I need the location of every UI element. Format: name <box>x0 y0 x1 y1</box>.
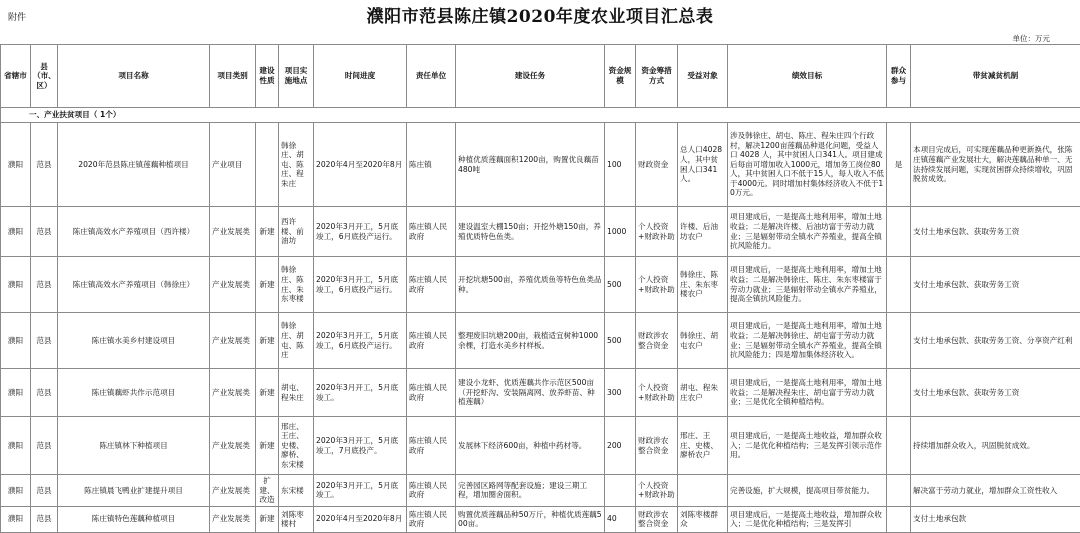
cell-location: 刘陈枣楼村 <box>279 506 314 532</box>
cell-name: 陈庄镇晨飞鸭业扩建提升项目 <box>58 475 210 507</box>
cell-beneficiary <box>678 475 728 507</box>
cell-county: 范县 <box>31 417 58 475</box>
cell-county: 范县 <box>31 506 58 532</box>
table-row <box>1 123 1080 207</box>
cell-category: 产业项目 <box>210 123 256 207</box>
cell-location: 韩徐庄、胡屯、陈庄、程朱庄 <box>279 123 314 207</box>
cell-funding: 财政涉农整合资金 <box>636 506 678 532</box>
cell-unit: 陈庄镇 <box>407 123 456 207</box>
cell-schedule: 2020年4月至2020年8月 <box>314 123 407 207</box>
cell-county: 范县 <box>31 369 58 417</box>
cell-schedule: 2020年3月开工，5月底竣工。 <box>314 369 407 417</box>
cell-participate <box>887 313 911 369</box>
cell-city: 濮阳 <box>1 207 31 257</box>
cell-funding: 个人投资+财政补助 <box>636 475 678 507</box>
cell-location: 胡屯、程朱庄 <box>279 369 314 417</box>
cell-participate <box>887 475 911 507</box>
cell-participate: 是 <box>887 123 911 207</box>
cell-participate <box>887 417 911 475</box>
cell-schedule: 2020年3月开工，5月底竣工，6月底投产运行。 <box>314 257 407 313</box>
cell-goal: 完善设施，扩大规模，提高项目带贫能力。 <box>728 475 887 507</box>
cell-fund: 300 <box>605 369 636 417</box>
column-header: 资金规模 <box>605 45 636 108</box>
cell-category: 产业发展类 <box>210 417 256 475</box>
cell-location: 邢庄、王庄、史楼、廖桥、东宋楼 <box>279 417 314 475</box>
cell-goal: 项目建成后，一是提高土地收益，增加群众收入；二是优化种植结构；三是发挥引领示范作用。 <box>728 417 887 475</box>
table-row <box>1 475 1080 507</box>
cell-name: 陈庄镇水美乡村建设项目 <box>58 313 210 369</box>
cell-mechanism: 持续增加群众收入，巩固脱贫成效。 <box>911 417 1080 475</box>
cell-name: 陈庄镇高效水产养殖项目（西许楼） <box>58 207 210 257</box>
cell-city: 濮阳 <box>1 313 31 369</box>
unit-label: 单位：万元 <box>1013 33 1051 44</box>
cell-task: 完善园区路网等配套设施；建设三期工程，增加圈舍面积。 <box>456 475 605 507</box>
cell-mechanism: 本项目完成后，可实现莲藕品种更新换代，张陈庄镇莲藕产业发展壮大，解决莲藕品种单一、无法持续发展问题，实现贫困群众持续增收，巩固脱贫成效。 <box>911 123 1080 207</box>
cell-category: 产业发展类 <box>210 369 256 417</box>
cell-location: 东宋楼 <box>279 475 314 507</box>
cell-participate <box>887 257 911 313</box>
column-header: 项目实施地点 <box>279 45 314 108</box>
cell-city: 濮阳 <box>1 257 31 313</box>
table-row <box>1 257 1080 313</box>
column-header: 带贫减贫机制 <box>911 45 1080 108</box>
cell-unit: 陈庄镇人民政府 <box>407 506 456 532</box>
cell-location: 西许楼、前油坊 <box>279 207 314 257</box>
cell-task: 建设温室大棚150亩；开挖外塘150亩，养殖优质特色鱼类。 <box>456 207 605 257</box>
cell-beneficiary: 刘陈枣楼群众 <box>678 506 728 532</box>
cell-task: 种植优质莲藕面积1200亩，购置优良藕苗480吨 <box>456 123 605 207</box>
cell-fund: 500 <box>605 257 636 313</box>
column-header: 群众参与 <box>887 45 911 108</box>
cell-beneficiary: 总人口4028人，其中贫困人口341人。 <box>678 123 728 207</box>
cell-task: 开挖坑塘500亩，养殖优质鱼等特色鱼类品种。 <box>456 257 605 313</box>
cell-county: 范县 <box>31 207 58 257</box>
cell-category: 产业发展类 <box>210 475 256 507</box>
cell-goal: 涉及韩徐庄、胡屯、陈庄、程朱庄四个行政村，解决1200亩莲藕品种退化问题，受益人口 4028 人，其中贫困人口341人。项目建成后每亩可增加收入1000元，增加务工岗位80人，其中贫困人口不低于15人，每人收入不低于4000元。同时增加村集体经济收入不低于10万元。 <box>728 123 887 207</box>
cell-county: 范县 <box>31 257 58 313</box>
cell-name: 陈庄镇特色莲藕种植项目 <box>58 506 210 532</box>
column-header: 时间进度 <box>314 45 407 108</box>
cell-fund: 100 <box>605 123 636 207</box>
cell-nature: 扩建、改造 <box>256 475 279 507</box>
column-header: 项目名称 <box>58 45 210 108</box>
header-row <box>1 45 1080 108</box>
page-title: 濮阳市范县陈庄镇2020年度农业项目汇总表 <box>0 2 1080 27</box>
cell-goal: 项目建成后，一是提高土地利用率，增加土地收益；二是解决程朱庄、胡屯富于劳动力就业；三是优化全镇种植结构。 <box>728 369 887 417</box>
column-header: 资金筹措方式 <box>636 45 678 108</box>
cell-participate <box>887 506 911 532</box>
cell-name: 陈庄镇林下种植项目 <box>58 417 210 475</box>
cell-city: 濮阳 <box>1 369 31 417</box>
cell-funding: 个人投资+财政补助 <box>636 369 678 417</box>
cell-nature: 新建 <box>256 369 279 417</box>
cell-county: 范县 <box>31 313 58 369</box>
cell-participate <box>887 369 911 417</box>
cell-task: 购置优质莲藕品种50万斤，种植优质莲藕500亩。 <box>456 506 605 532</box>
cell-category: 产业发展类 <box>210 257 256 313</box>
column-header: 县（市、区） <box>31 45 58 108</box>
cell-funding: 财政涉农整合资金 <box>636 417 678 475</box>
cell-goal: 项目建成后，一是提高土地利用率，增加土地收益；二是解决韩徐庄、陈庄、朱东枣楼富于劳动力就业；三是辐射带动全镇水产养殖业，提高全镇抗风险能力。 <box>728 257 887 313</box>
cell-unit: 陈庄镇人民政府 <box>407 257 456 313</box>
cell-nature: 新建 <box>256 417 279 475</box>
column-header: 责任单位 <box>407 45 456 108</box>
cell-location: 韩徐庄、陈庄、朱东枣楼 <box>279 257 314 313</box>
column-header: 建设性质 <box>256 45 279 108</box>
cell-city: 濮阳 <box>1 475 31 507</box>
cell-funding: 个人投资+财政补助 <box>636 207 678 257</box>
cell-task: 发展林下经济600亩，种植中药材等。 <box>456 417 605 475</box>
cell-schedule: 2020年3月开工，5月底竣工。 <box>314 475 407 507</box>
cell-mechanism: 支付土地承包款 <box>911 506 1080 532</box>
cell-fund: 40 <box>605 506 636 532</box>
cell-beneficiary: 韩徐庄、胡屯农户 <box>678 313 728 369</box>
cell-participate <box>887 207 911 257</box>
cell-nature: 新建 <box>256 257 279 313</box>
cell-unit: 陈庄镇人民政府 <box>407 313 456 369</box>
table-row <box>1 369 1080 417</box>
cell-beneficiary: 韩徐庄、陈庄、朱东枣楼农户 <box>678 257 728 313</box>
cell-city: 濮阳 <box>1 417 31 475</box>
column-header: 绩效目标 <box>728 45 887 108</box>
table-row <box>1 417 1080 475</box>
section-title: 一、产业扶贫项目（ 1个） <box>1 108 1080 123</box>
cell-name: 2020年范县陈庄镇莲藕种植项目 <box>58 123 210 207</box>
cell-mechanism: 支付土地承包款、获取劳务工资 <box>911 369 1080 417</box>
title-bar <box>0 0 1080 32</box>
cell-schedule: 2020年3月开工，5月底竣工，7月底投产。 <box>314 417 407 475</box>
cell-mechanism: 支付土地承包款、获取劳务工资 <box>911 257 1080 313</box>
cell-beneficiary: 邢庄、王庄、史楼、廖桥农户 <box>678 417 728 475</box>
column-header: 项目类别 <box>210 45 256 108</box>
cell-mechanism: 支付土地承包款、获取劳务工资、分享资产红利 <box>911 313 1080 369</box>
cell-unit: 陈庄镇人民政府 <box>407 207 456 257</box>
cell-fund: 1000 <box>605 207 636 257</box>
cell-fund: 200 <box>605 417 636 475</box>
cell-funding: 财政涉农整合资金 <box>636 313 678 369</box>
cell-unit: 陈庄镇人民政府 <box>407 417 456 475</box>
cell-fund <box>605 475 636 507</box>
cell-fund: 500 <box>605 313 636 369</box>
cell-county: 范县 <box>31 475 58 507</box>
cell-location: 韩徐庄、胡屯、陈庄 <box>279 313 314 369</box>
column-header: 受益对象 <box>678 45 728 108</box>
table-row <box>1 506 1080 532</box>
column-header: 省辖市 <box>1 45 31 108</box>
cell-city: 濮阳 <box>1 506 31 532</box>
cell-category: 产业发展类 <box>210 207 256 257</box>
cell-nature: 新建 <box>256 207 279 257</box>
cell-name: 陈庄镇高效水产养殖项目（韩徐庄） <box>58 257 210 313</box>
cell-funding: 个人投资+财政补助 <box>636 257 678 313</box>
cell-category: 产业发展类 <box>210 313 256 369</box>
cell-beneficiary: 胡屯、程朱庄农户 <box>678 369 728 417</box>
section-row <box>1 108 1080 123</box>
cell-nature: 新建 <box>256 506 279 532</box>
cell-mechanism: 支付土地承包款、获取劳务工资 <box>911 207 1080 257</box>
attachment-label: 附件 <box>8 10 26 23</box>
cell-goal: 项目建成后，一是提高土地利用率，增加土地收益；二是解决韩徐庄、胡屯富于劳动力就业；三是辐射带动全镇水产养殖业，提高全镇抗风险能力；四是增加集体经济收入。 <box>728 313 887 369</box>
table-row <box>1 313 1080 369</box>
summary-table <box>0 44 1080 533</box>
cell-task: 整理废旧坑塘200亩，栽植适宜树种1000余棵，打造水美乡村样板。 <box>456 313 605 369</box>
cell-unit: 陈庄镇人民政府 <box>407 475 456 507</box>
cell-name: 陈庄镇藕虾共作示范项目 <box>58 369 210 417</box>
cell-schedule: 2020年4月至2020年8月 <box>314 506 407 532</box>
cell-unit: 陈庄镇人民政府 <box>407 369 456 417</box>
cell-nature: 新建 <box>256 313 279 369</box>
column-header: 建设任务 <box>456 45 605 108</box>
table-row <box>1 207 1080 257</box>
cell-mechanism: 解决富于劳动力就业，增加群众工资性收入 <box>911 475 1080 507</box>
cell-beneficiary: 许楼、后油坊农户 <box>678 207 728 257</box>
cell-city: 濮阳 <box>1 123 31 207</box>
cell-funding: 财政资金 <box>636 123 678 207</box>
cell-task: 建设小龙虾、优质莲藕共作示范区500亩（开挖虾沟、安装隔离网、放养虾苗、种植莲藕） <box>456 369 605 417</box>
cell-category: 产业发展类 <box>210 506 256 532</box>
cell-goal: 项目建成后，一是提高土地收益，增加群众收入；二是优化种植结构；三是发挥引 <box>728 506 887 532</box>
cell-schedule: 2020年3月开工，5月底竣工，6月底投产运行。 <box>314 313 407 369</box>
cell-schedule: 2020年3月开工，5月底竣工，6月底投产运行。 <box>314 207 407 257</box>
cell-nature <box>256 123 279 207</box>
cell-goal: 项目建成后，一是提高土地利用率，增加土地收益；二是解决许楼、后油坊富于劳动力就业；三是辐射带动全镇水产养殖业，提高全镇抗风险能力。 <box>728 207 887 257</box>
cell-county: 范县 <box>31 123 58 207</box>
